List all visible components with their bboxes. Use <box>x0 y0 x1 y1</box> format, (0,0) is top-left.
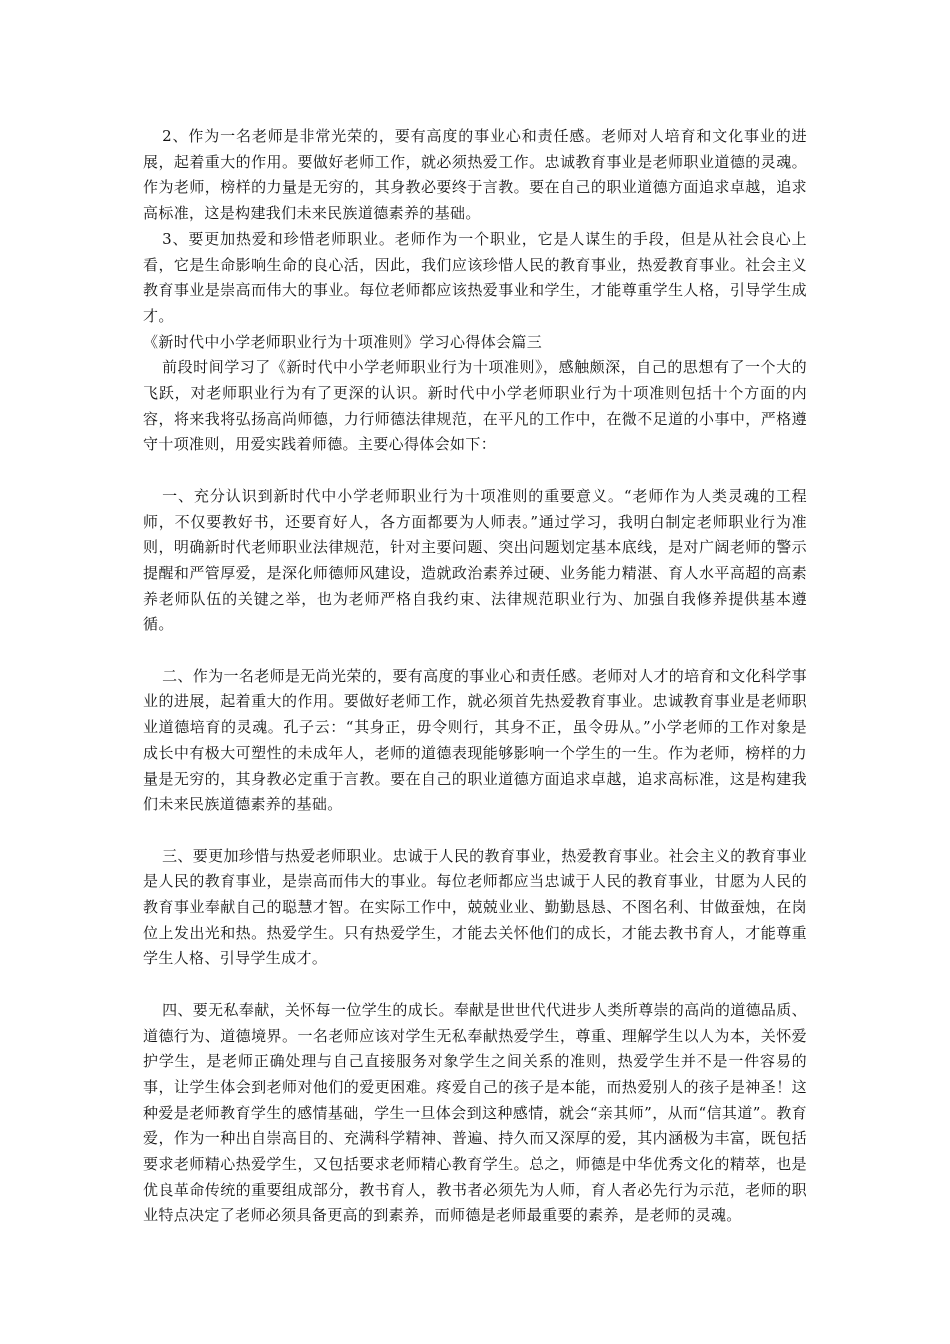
point-paragraph-1: 一、充分认识到新时代中小学老师职业行为十项准则的重要意义。“老师作为人类灵魂的工程师，不仅要教好书，还要育好人，各方面都要为人师表。”通过学习，我明白制定老师职业行为准则，明确新时代老师职业法律规范，针对主要问题、突出问题划定基本底线，是对广阔老师的警示提醒和严管厚爱，是深化师德师风建设，造就政治素养过硬、业务能力精湛、育人水平高超的高素养老师队伍的关键之举，也为老师严格自我约束、法律规范职业行为、加强自我修养提供基本遵循。 <box>143 486 807 634</box>
point-paragraph-4: 四、要无私奉献，关怀每一位学生的成长。奉献是世世代代进步人类所尊崇的高尚的道德品质、道德行为、道德境界。一名老师应该对学生无私奉献热爱学生，尊重、理解学生以人为本，关怀爱护学生，是老师正确处理与自己直接服务对象学生之间关系的准则，热爱学生并不是一件容易的事，让学生体会到老师对他们的爱更困难。疼爱自己的孩子是本能，而热爱别人的孩子是神圣！这种爱是老师教育学生的感情基础，学生一旦体会到这种感情，就会“亲其师”，从而“信其道”。教育爱，作为一种出自崇高目的、充满科学精神、普遍、持久而又深厚的爱，其内涵极为丰富，既包括要求老师精心热爱学生，又包括要求老师精心教育学生。总之，师德是中华优秀文化的精萃，也是优良革命传统的重要组成部分，教书育人，教书者必须先为人师，育人者必先行为示范，老师的职业特点决定了老师必须具备更高的到素养，而师德是老师最重要的素养，是老师的灵魂。 <box>143 1000 807 1225</box>
document-body <box>143 124 807 1229</box>
paragraph-spacer <box>143 972 807 998</box>
paragraph-spacer <box>143 458 807 484</box>
paragraph-point-2: 2、作为一名老师是非常光荣的，要有高度的事业心和责任感。老师对人培育和文化事业的进展，起着重大的作用。要做好老师工作，就必须热爱工作。忠诚教育事业是老师职业道德的灵魂。作为老师，榜样的力量是无穷的，其身教必要终于言教。要在自己的职业道德方面追求卓越，追求高标准，这是构建我们未来民族道德素养的基础。 <box>143 127 807 223</box>
paragraph-spacer <box>143 638 807 664</box>
point-paragraph-3: 三、要更加珍惜与热爱老师职业。忠诚于人民的教育事业，热爱教育事业。社会主义的教育事业是人民的教育事业，是崇高而伟大的事业。每位老师都应当忠诚于人民的教育事业，甘愿为人民的教育事业奉献自己的聪慧才智。在实际工作中，兢兢业业、勤勤恳恳、不图名利、甘做蚕烛，在岗位上发出光和热。热爱学生。只有热爱学生，才能去关怀他们的成长，才能去教书育人，才能尊重学生人格、引导学生成才。 <box>143 846 807 968</box>
paragraph-spacer <box>143 818 807 844</box>
paragraph-point-3: 3、要更加热爱和珍惜老师职业。老师作为一个职业，它是人谋生的手段，但是从社会良心上看，它是生命影响生命的良心活，因此，我们应该珍惜人民的教育事业，热爱教育事业。社会主义教育事业是崇高而伟大的事业。每位老师都应该热爱事业和学生，才能尊重学生人格，引导学生成才。 <box>143 229 807 325</box>
section-title: 《新时代中小学老师职业行为十项准则》学习心得体会篇三 <box>143 332 543 351</box>
point-paragraph-2: 二、作为一名老师是无尚光荣的，要有高度的事业心和责任感。老师对人才的培育和文化科学事业的进展，起着重大的作用。要做好老师工作，就必须首先热爱教育事业。忠诚教育事业是老师职业道德培育的灵魂。孔子云：“其身正，毋令则行，其身不正，虽令毋从。”小学老师的工作对象是成长中有极大可塑性的未成年人，老师的道德表现能够影响一个学生的一生。作为老师，榜样的力量是无穷的，其身教必定重于言教。要在自己的职业道德方面追求卓越，追求高标准，这是构建我们未来民族道德素养的基础。 <box>143 666 807 814</box>
intro-paragraph: 前段时间学习了《新时代中小学老师职业行为十项准则》，感触颇深，自己的思想有了一个大的飞跃，对老师职业行为有了更深的认识。新时代中小学老师职业行为十项准则包括十个方面的内容，将来我将弘扬高尚师德，力行师德法律规范，在平凡的工作中，在微不足道的小事中，严格遵守十项准则，用爱实践着师德。主要心得体会如下： <box>143 358 807 454</box>
